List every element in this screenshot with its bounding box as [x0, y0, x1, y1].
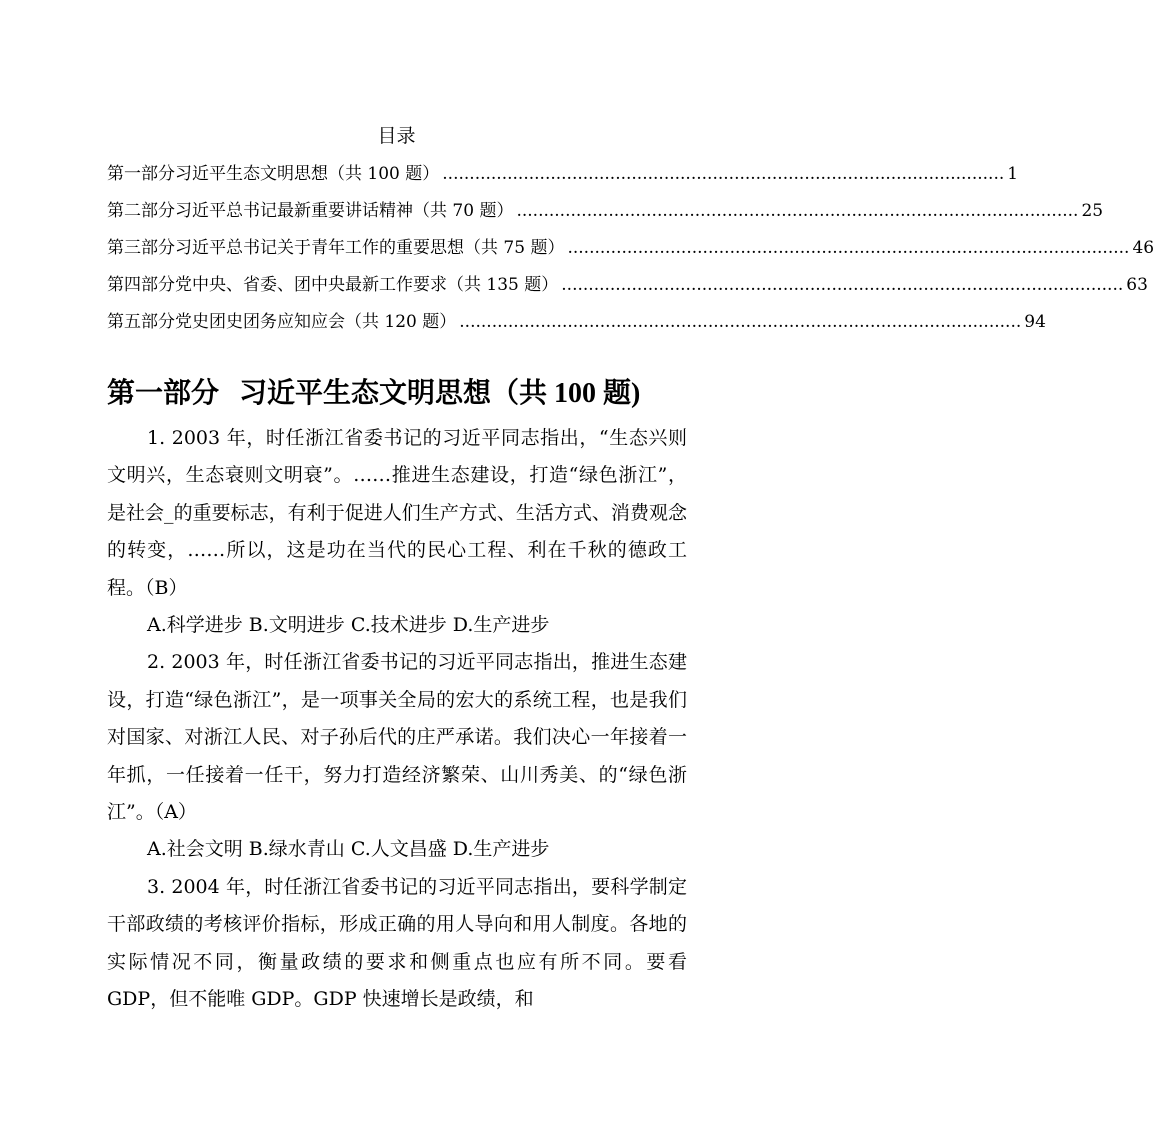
answer-options: A.社会文明 B.绿水青山 C.人文昌盛 D.生产进步: [147, 838, 550, 861]
question-text: 1. 2003 年，时任浙江省委书记的习近平同志指出，“生态兴则文明兴，生态衰则文明衰”。……推进生态建设，打造“绿色浙江”，是社会_的重要标志，有利于促进人们生产方式、生活方式、消费观念的转变，……所以，这是功在当代的民心工程、利在千秋的德政工程。（B）: [107, 427, 687, 599]
question-text: 2. 2003 年，时任浙江省委书记的习近平同志指出，推进生态建设，打造“绿色浙江”，是一项事关全局的宏大的系统工程，也是我们对国家、对浙江人民、对子孙后代的庄严承诺。我们决心一年接着一年抓，一任接着一任干，努力打造经济繁荣、山川秀美、的“绿色浙江”。（A）: [107, 651, 687, 824]
toc-leader-dots: ........................................................................................................: [561, 275, 1124, 295]
table-of-contents: [107, 160, 1154, 345]
toc-entry-label: 第三部分习近平总书记关于青年工作的重要思想（共 75 题）: [107, 238, 565, 258]
question-list: [107, 420, 687, 1019]
toc-entry[interactable]: [107, 197, 1104, 234]
section-title: 习近平生态文明思想（共 100 题): [239, 378, 641, 409]
toc-entry-page: 1: [1007, 164, 1019, 184]
toc-entry-label: 第四部分党中央、省委、团中央最新工作要求（共 135 题）: [107, 275, 559, 295]
toc-entry-page: 25: [1081, 201, 1104, 221]
toc-entry-label: 第五部分党史团史团务应知应会（共 120 题）: [107, 312, 457, 332]
toc-entry-page: 94: [1024, 312, 1046, 332]
toc-leader-dots: ........................................................................................................: [516, 201, 1079, 221]
toc-entry[interactable]: [107, 234, 1154, 271]
question-text: 3. 2004 年，时任浙江省委书记的习近平同志指出，要科学制定干部政绩的考核评价指标，形成正确的用人导向和用人制度。各地的实际情况不同，衡量政绩的要求和侧重点也应有所不同。要看 GDP，但不能唯 GDP。GDP 快速增长是政绩，和: [107, 875, 687, 1011]
toc-leader-dots: ........................................................................................................: [442, 164, 1005, 184]
toc-title: 目录: [377, 125, 416, 147]
toc-entry-label: 第二部分习近平总书记最新重要讲话精神（共 70 题）: [107, 201, 514, 221]
section-heading: [107, 374, 687, 414]
answer-options: A.科学进步 B.文明进步 C.技术进步 D.生产进步: [147, 614, 550, 637]
toc-leader-dots: ........................................................................................................: [567, 238, 1130, 258]
toc-entry[interactable]: [107, 308, 1046, 345]
toc-entry[interactable]: [107, 160, 1019, 197]
toc-entry[interactable]: [107, 271, 1148, 308]
toc-leader-dots: ........................................................................................................: [459, 312, 1022, 332]
section-part: 第一部分: [107, 378, 220, 409]
toc-entry-page: 63: [1126, 275, 1148, 295]
toc-entry-page: 46: [1132, 238, 1154, 258]
toc-entry-label: 第一部分习近平生态文明思想（共 100 题）: [107, 164, 440, 184]
